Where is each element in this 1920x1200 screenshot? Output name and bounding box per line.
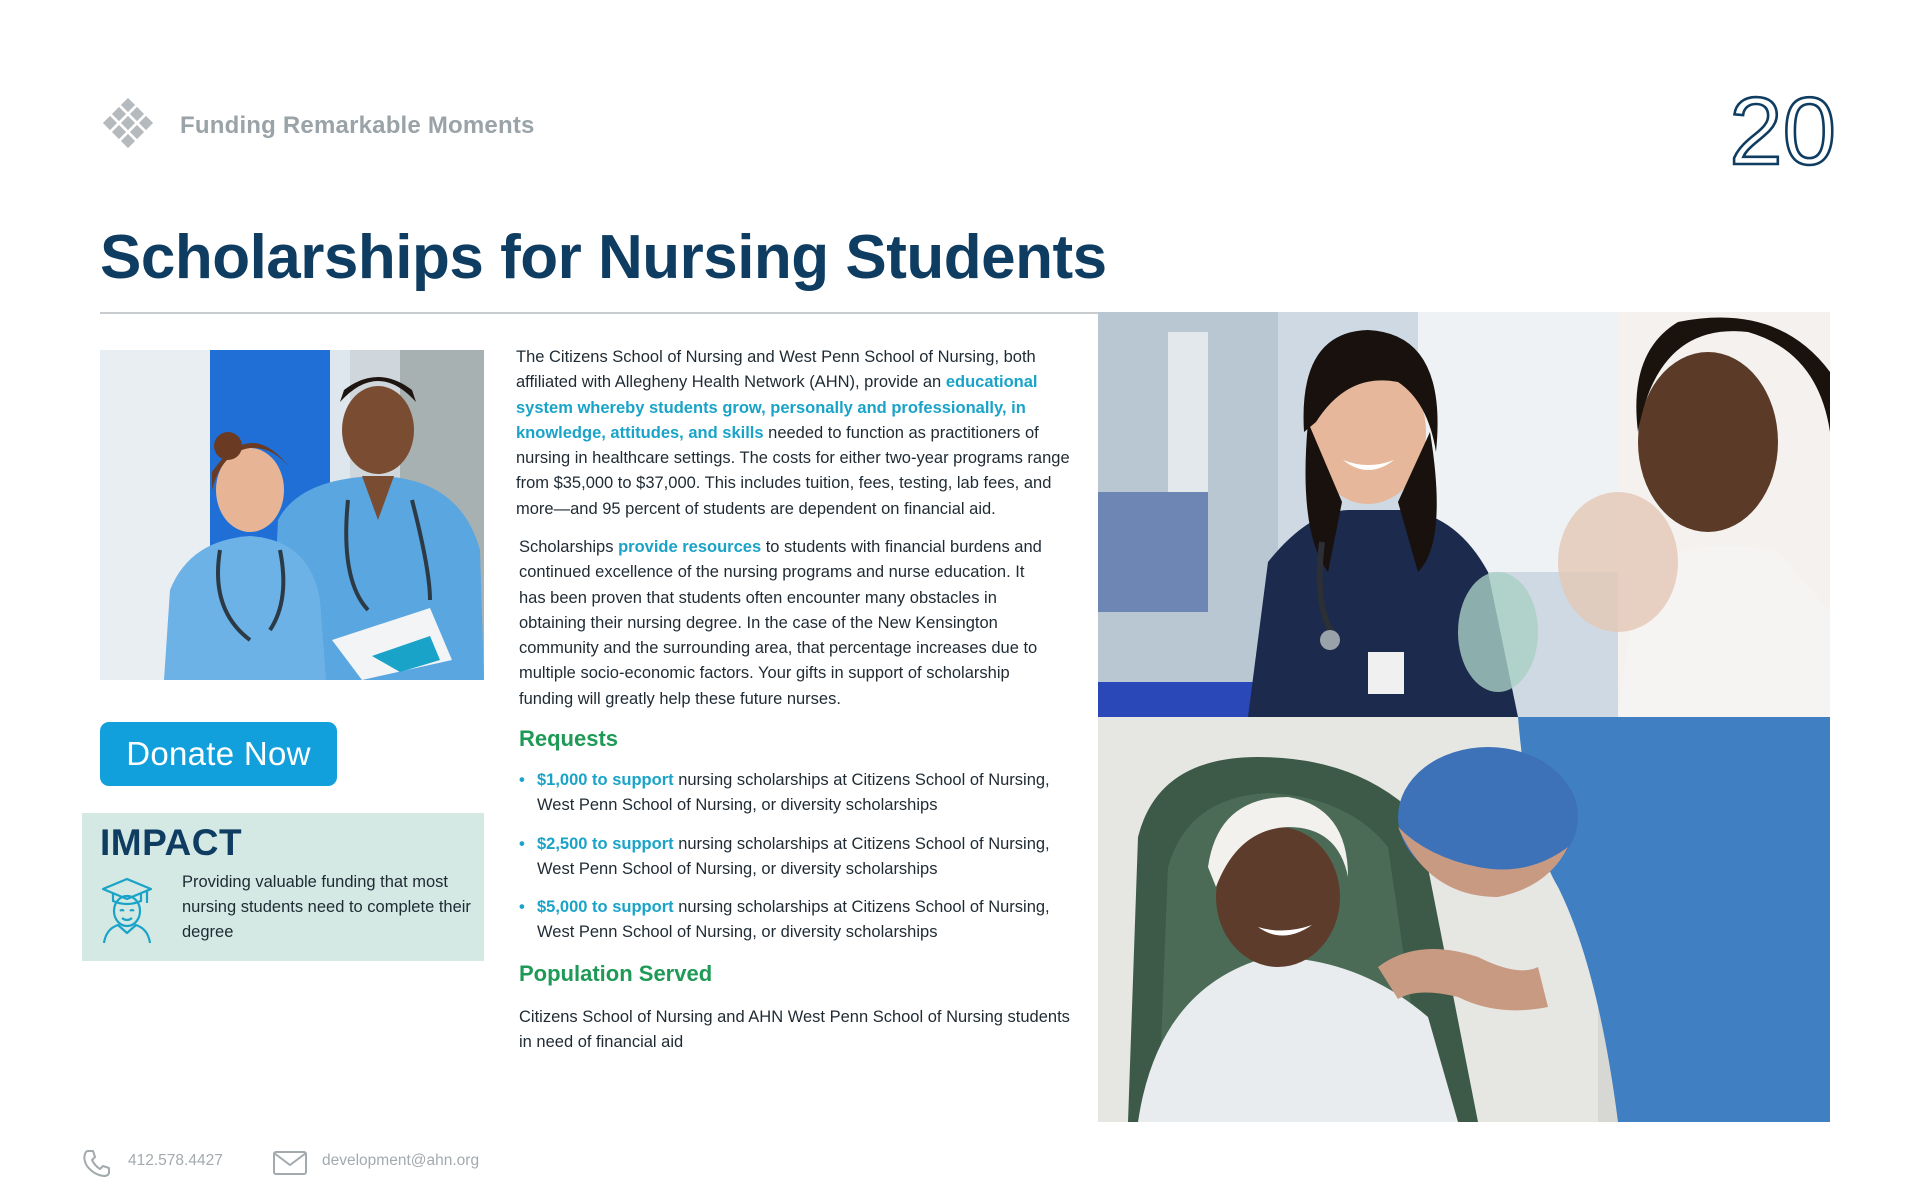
title-divider <box>100 312 1100 314</box>
phone-number: 412.578.4427 <box>128 1152 223 1169</box>
impact-description: Providing valuable funding that most nursing students need to complete their degree <box>182 873 471 941</box>
phone-icon <box>82 1148 112 1178</box>
population-text: Citizens School of Nursing and AHN West Penn School of Nursing students in need of financial aid <box>519 1008 1070 1052</box>
brand-name: Funding Remarkable Moments <box>180 112 535 139</box>
requests-list <box>519 768 1079 959</box>
graduate-icon <box>100 875 154 943</box>
patient-care-photo <box>1098 717 1830 1122</box>
intro-paragraph-1: The Citizens School of Nursing and West Penn School of Nursing, both affiliated with Allegheny Health Network (AHN), provide an educational system whereby students grow, personally and professionally, in knowledge, attitudes, and skills needed to function as practitioners of nursing in healthcare settings. The costs for either two-year programs range from $35,000 to $37,000. This includes tuition, fees, testing, lab fees, and more—and 95 percent of students are dependent on financial aid. <box>516 348 1070 518</box>
mail-icon <box>272 1150 308 1176</box>
request-item: • $2,500 to support nursing scholarships at Citizens School of Nursing, West Penn School of Nursing, or diversity scholarships <box>519 834 1050 878</box>
requests-heading: Requests <box>519 726 619 751</box>
request-item: • $5,000 to support nursing scholarships at Citizens School of Nursing, West Penn School of Nursing, or diversity scholarships <box>519 898 1050 942</box>
page-number-text: 20 <box>1729 78 1836 182</box>
page-number <box>1690 72 1840 182</box>
nursing-students-photo <box>100 350 484 680</box>
smiling-nurse-photo <box>1098 312 1830 717</box>
email-address[interactable]: development@ahn.org <box>322 1152 480 1169</box>
impact-title: IMPACT <box>100 822 243 863</box>
page-title: Scholarships for Nursing Students <box>100 223 1107 292</box>
intro-highlight-2: provide resources <box>618 538 762 556</box>
diamond-logo-icon <box>100 98 156 154</box>
request-item: • $1,000 to support nursing scholarships at Citizens School of Nursing, West Penn School of Nursing, or diversity scholarships <box>519 771 1050 815</box>
donate-now-button[interactable]: Donate Now <box>100 722 337 786</box>
intro-highlight-1: educational system whereby students grow, personally and professionally, in knowledge, attitudes, and skills <box>516 373 1038 442</box>
intro-paragraph-2: Scholarships provide resources to students with financial burdens and continued excellence of the nursing programs and nurse education. It has been proven that students often encounter many obstacles in obtaining their nursing degree. In the case of the New Kensington community and the surrounding area, that percentage increases due to multiple socio-economic factors. Your gifts in support of scholarship funding will greatly help these future nurses. <box>519 538 1042 708</box>
population-heading: Population Served <box>519 961 713 986</box>
